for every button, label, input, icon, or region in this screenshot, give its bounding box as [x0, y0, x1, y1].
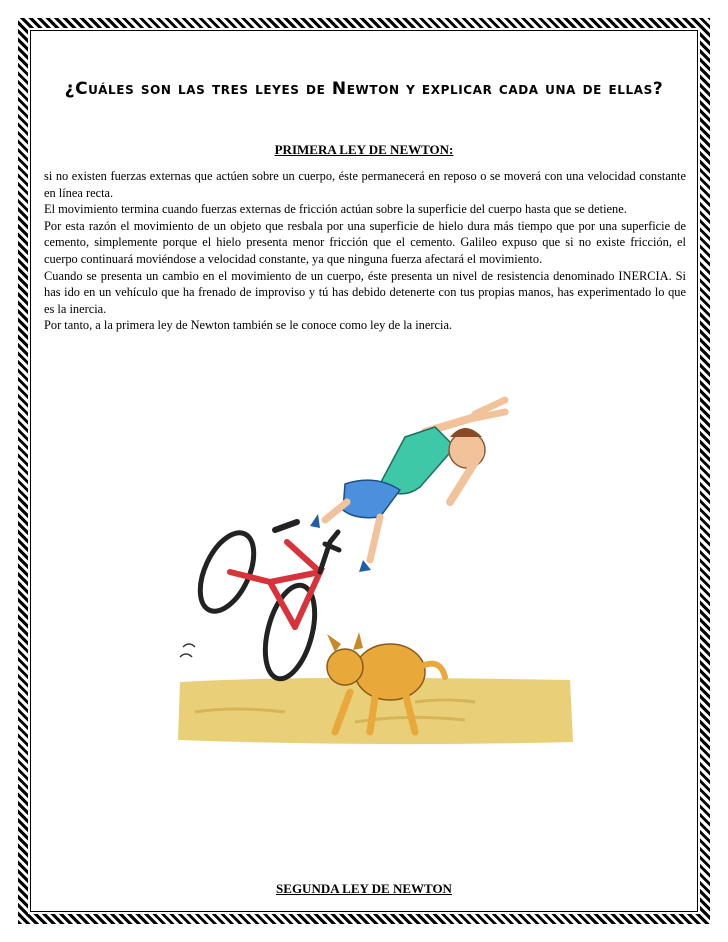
paragraph: si no existen fuerzas externas que actúen sobre un cuerpo, éste permanecerá en reposo o se moverá con una velocidad constante en línea recta.	[44, 169, 686, 200]
paragraph: Por tanto, a la primera ley de Newton también se le conoce como ley de la inercia.	[44, 318, 453, 333]
body-text	[44, 168, 686, 334]
illustration-cyclist-falling	[175, 392, 575, 752]
cyclist	[310, 400, 505, 572]
section-heading-second-law: SEGUNDA LEY DE NEWTON	[276, 881, 452, 896]
paragraph: Por esta razón el movimiento de un objeto que resbala por una superficie de hielo dura más tiempo que por una superficie de cemento, simplemente porque el hielo presenta menor fricción que el cemento. Galileo expuso que si no existe fricción, el cuerpo continuará moviéndose a velocidad constante, ya que ninguna fuerza afectará el movimiento.	[44, 218, 686, 266]
section-heading-first-law: PRIMERA LEY DE NEWTON:	[274, 142, 454, 157]
document-title: ¿Cuáles son las tres leyes de Newton y explicar cada una de ellas?	[64, 79, 664, 99]
paragraph: Cuando se presenta un cambio en el movimiento de un cuerpo, éste presenta un nivel de resistencia denominado INERCIA. Si has ido en un vehículo que ha frenado de improviso y tú has debido detenerte con tus propias manos, has experimentado lo que es la inercia.	[44, 268, 686, 316]
paragraph: El movimiento termina cuando fuerzas externas de fricción actúan sobre la superficie del cuerpo hasta que se detiene.	[44, 202, 627, 217]
